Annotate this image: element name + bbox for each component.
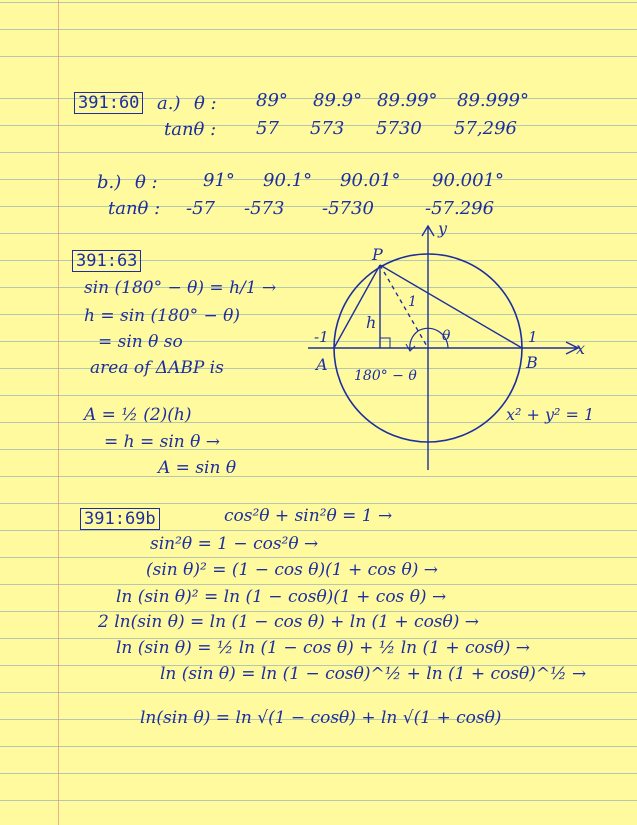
b-theta-2: 90.1° <box>263 170 313 191</box>
p69-line-7: ln (sin θ) = ln (1 − cosθ)^½ + ln (1 + cosθ)^½ → <box>160 664 587 684</box>
a-theta-1: 89° <box>256 90 288 111</box>
circle-equation: x² + y² = 1 <box>506 405 595 424</box>
a-theta-2: 89.9° <box>313 90 363 111</box>
p69-line-1: cos²θ + sin²θ = 1 → <box>224 506 393 526</box>
a-tan-2: 573 <box>310 118 345 139</box>
p63-line-2: h = sin (180° − θ) <box>84 306 241 326</box>
b-theta-4: 90.001° <box>432 170 504 191</box>
a-tan-1: 57 <box>256 118 279 139</box>
theta-row-label-b: θ : <box>135 172 158 193</box>
y-axis-label: y <box>438 220 448 238</box>
p63-line-7: A = sin θ <box>158 458 237 478</box>
segment-AP <box>334 265 380 348</box>
b-tan-4: -57.296 <box>425 198 495 219</box>
problem-label-63: 391:63 <box>72 250 141 272</box>
one-label: 1 <box>528 328 538 346</box>
tan-row-label-a: tanθ : <box>164 119 217 140</box>
theta-row-label-a: θ : <box>194 93 217 114</box>
p63-line-3: = sin θ so <box>98 332 183 352</box>
height-h-label: h <box>366 313 377 332</box>
point-P-label: P <box>372 245 383 264</box>
p69-line-5: 2 ln(sin θ) = ln (1 − cos θ) + ln (1 + cosθ) → <box>98 612 480 632</box>
right-angle-mark <box>380 338 390 348</box>
p69-line-2: sin²θ = 1 − cos²θ → <box>150 534 319 554</box>
b-theta-3: 90.01° <box>340 170 401 191</box>
p63-line-4: area of ΔABP is <box>90 358 224 378</box>
a-tan-3: 5730 <box>376 118 422 139</box>
p63-line-6: = h = sin θ → <box>104 432 221 452</box>
a-theta-3: 89.99° <box>377 90 438 111</box>
point-B-label: B <box>526 353 538 372</box>
theta-label: θ <box>442 328 451 344</box>
supplement-angle-label: 180° − θ <box>354 368 417 384</box>
p69-line-8: ln(sin θ) = ln √(1 − cosθ) + ln √(1 + cosθ) <box>140 708 502 728</box>
b-tan-2: -573 <box>244 198 285 219</box>
x-axis-label: x <box>576 339 586 358</box>
p69-line-4: ln (sin θ)² = ln (1 − cosθ)(1 + cos θ) → <box>116 587 447 607</box>
p69-line-6: ln (sin θ) = ½ ln (1 − cos θ) + ½ ln (1 + cosθ) → <box>116 638 530 658</box>
unit-circle-diagram <box>300 220 600 480</box>
problem-label-60: 391:60 <box>74 92 143 114</box>
neg-one-label: -1 <box>314 328 329 346</box>
p63-line-1: sin (180° − θ) = h/1 → <box>84 278 277 298</box>
a-tan-4: 57,296 <box>454 118 517 139</box>
point-A-label: A <box>316 355 328 374</box>
b-theta-1: 91° <box>203 170 235 191</box>
problem-label-69b: 391:69b <box>80 508 160 530</box>
b-tan-3: -5730 <box>322 198 374 219</box>
a-theta-4: 89.999° <box>457 90 529 111</box>
b-tan-1: -57 <box>186 198 215 219</box>
radius-OP <box>380 265 428 348</box>
p63-line-5: A = ½ (2)(h) <box>84 405 192 425</box>
part-a-label: a.) <box>157 93 181 114</box>
segment-PB <box>380 265 522 348</box>
p69-line-3: (sin θ)² = (1 − cos θ)(1 + cos θ) → <box>146 560 439 580</box>
part-b-label: b.) <box>97 172 122 193</box>
tan-row-label-b: tanθ : <box>108 198 161 219</box>
radius-one-label: 1 <box>408 294 417 310</box>
